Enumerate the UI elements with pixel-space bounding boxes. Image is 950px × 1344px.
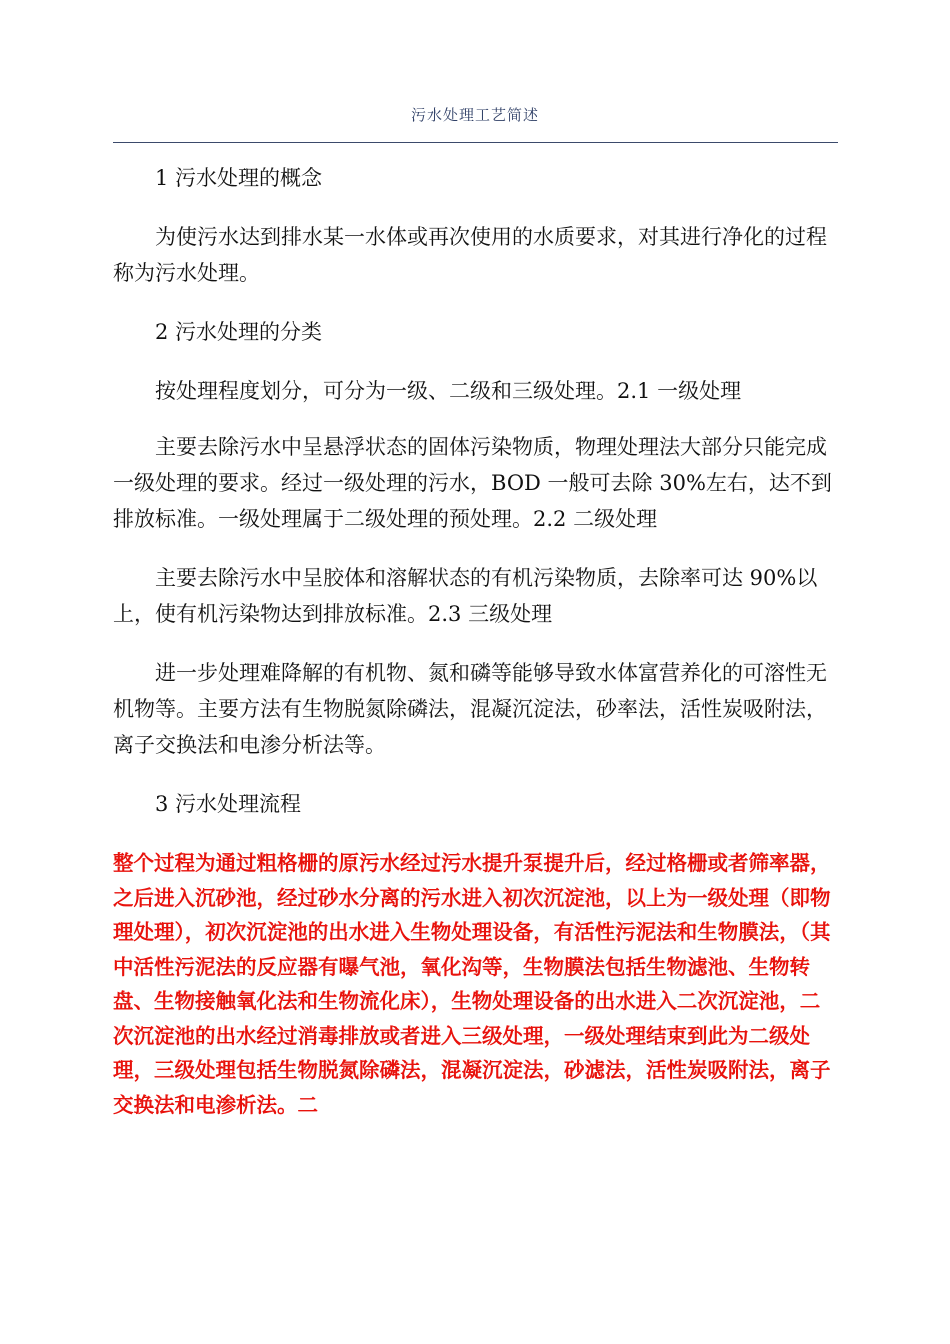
section-2-3-paragraph: 进一步处理难降解的有机物、氮和磷等能够导致水体富营养化的可溶性无机物等。主要方法有生物脱氮除磷法，混凝沉淀法，砂率法，活性炭吸附法，离子交换法和电渗分析法等。 xyxy=(113,661,827,757)
document-header-title: 污水处理工艺简述 xyxy=(410,106,539,124)
section-3-heading: 3 污水处理流程 xyxy=(155,792,302,816)
header-divider xyxy=(113,142,838,143)
section-2-2-paragraph: 主要去除污水中呈胶体和溶解状态的有机污染物质，去除率可达 90%以上，使有机污染物达到排放标准。2.3 三级处理 xyxy=(113,566,818,626)
section-1-paragraph: 为使污水达到排水某一水体或再次使用的水质要求，对其进行净化的过程称为污水处理。 xyxy=(113,225,827,285)
section-1-heading: 1 污水处理的概念 xyxy=(155,166,323,190)
section-2-heading: 2 污水处理的分类 xyxy=(155,320,323,344)
section-3-highlighted-paragraph: 整个过程为通过粗格栅的原污水经过污水提升泵提升后，经过格栅或者筛率器，之后进入沉砂池，经过砂水分离的污水进入初次沉淀池，以上为一级处理（即物理处理），初次沉淀池的出水进入生物处理设备，有活性污泥法和生物膜法，（其中活性污泥法的反应器有曝气池，氧化沟等，生物膜法包括生物滤池、生物转盘、生物接触氧化法和生物流化床），生物处理设备的出水进入二次沉淀池，二次沉淀池的出水经过消毒排放或者进入三级处理，一级处理结束到此为二级处理，三级处理包括生物脱氮除磷法，混凝沉淀法，砂滤法，活性炭吸附法，离子交换法和电渗析法。二 xyxy=(113,851,831,1117)
section-2-paragraph: 按处理程度划分，可分为一级、二级和三级处理。2.1 一级处理 xyxy=(155,379,742,403)
document-body xyxy=(113,160,838,1145)
section-2-1-paragraph: 主要去除污水中呈悬浮状态的固体污染物质，物理处理法大部分只能完成一级处理的要求。经过一级处理的污水，BOD 一般可去除 30%左右，达不到排放标准。一级处理属于二级处理的预处理。2.2 二级处理 xyxy=(113,435,832,531)
